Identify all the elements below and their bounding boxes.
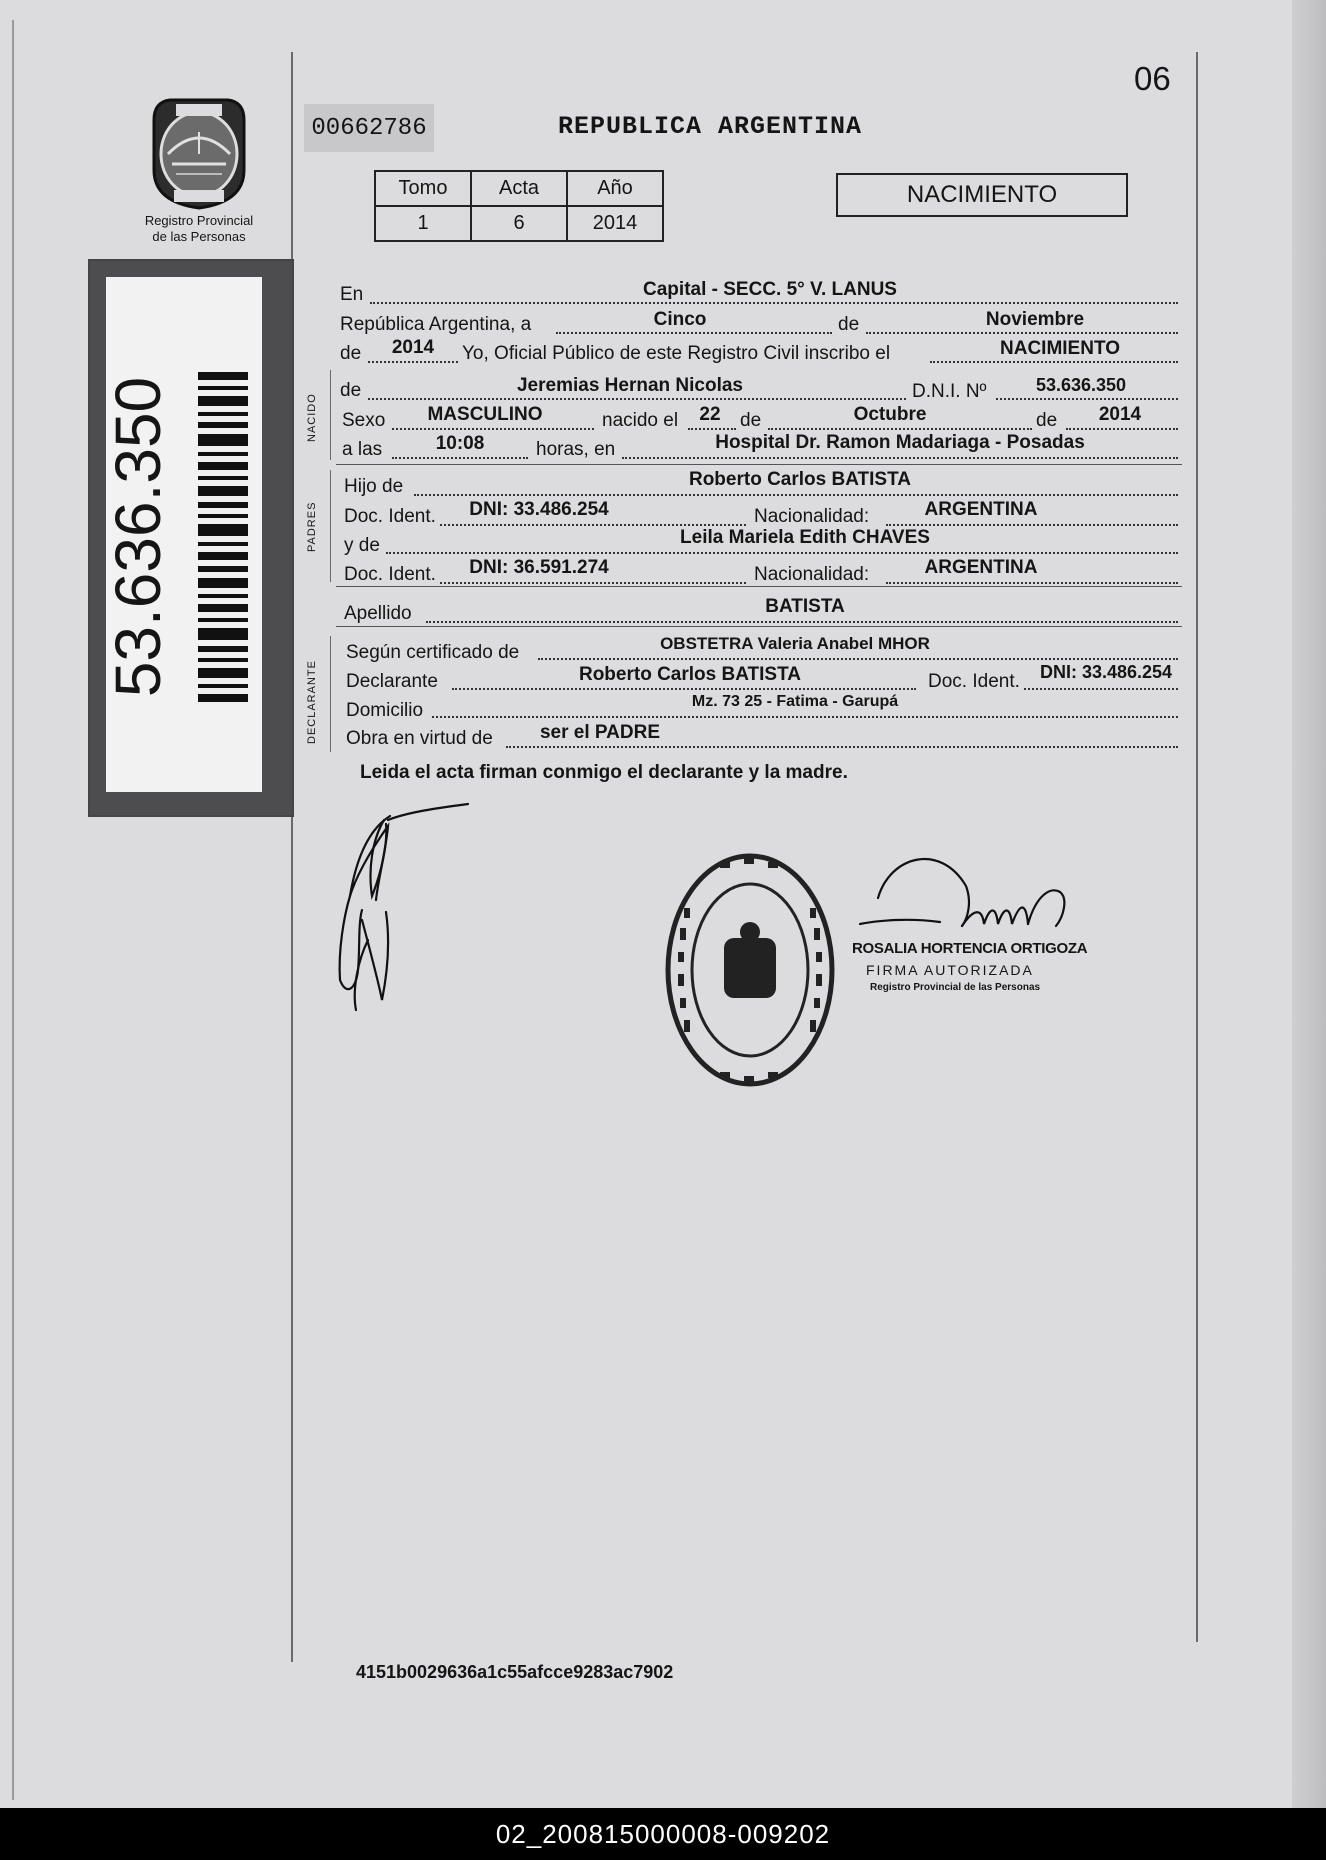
dni-barcode-label bbox=[102, 277, 262, 792]
section-bracket-nacido bbox=[330, 370, 331, 460]
value-address: Mz. 73 25 - Fatima - Garupá bbox=[691, 693, 899, 710]
ref-value-tomo: 1 bbox=[375, 206, 471, 241]
value-father-nat: ARGENTINA bbox=[924, 499, 1038, 520]
dots-mother bbox=[386, 552, 1178, 554]
reference-table bbox=[374, 170, 664, 242]
label-domicilio: Domicilio bbox=[346, 700, 424, 721]
divider-apellido bbox=[336, 626, 1182, 627]
value-year: 2014 bbox=[391, 337, 435, 358]
value-sex: MASCULINO bbox=[427, 404, 543, 425]
value-name: Jeremias Hernan Nicolas bbox=[516, 375, 743, 396]
dots-year bbox=[368, 361, 458, 363]
label-oficial: Yo, Oficial Público de este Registro Civil inscribo el bbox=[462, 343, 891, 364]
registry-label-line1: Registro Provincial bbox=[144, 213, 254, 228]
label-de-birth-year: de bbox=[1036, 410, 1058, 431]
dots-declarant-doc bbox=[1024, 688, 1178, 690]
value-father-doc: DNI: 33.486.254 bbox=[469, 499, 609, 520]
ref-header-tomo: Tomo bbox=[375, 171, 471, 206]
label-doc-ident-2: Doc. Ident. bbox=[344, 564, 436, 585]
dots-declarant bbox=[452, 688, 916, 690]
ref-value-ano: 2014 bbox=[567, 206, 663, 241]
dots-act bbox=[930, 361, 1178, 363]
value-certificate: OBSTETRA Valeria Anabel MHOR bbox=[660, 634, 930, 653]
dots-hospital bbox=[622, 457, 1178, 459]
value-birth-month: Octubre bbox=[853, 404, 927, 425]
label-obra: Obra en virtud de bbox=[346, 728, 493, 749]
value-surname: BATISTA bbox=[765, 596, 845, 617]
side-label-nacido: NACIDO bbox=[306, 393, 318, 442]
label-doc-ident-1: Doc. Ident. bbox=[344, 506, 436, 527]
ref-value-acta: 6 bbox=[471, 206, 567, 241]
value-mother-doc: DNI: 36.591.274 bbox=[469, 557, 609, 578]
label-republica: República Argentina, a bbox=[340, 314, 532, 335]
dots-mother-doc bbox=[440, 582, 746, 584]
right-margin-line bbox=[1196, 52, 1198, 1642]
divider-padres bbox=[336, 586, 1182, 587]
dots-name bbox=[368, 398, 906, 400]
label-segun: Según certificado de bbox=[346, 642, 520, 663]
value-mother-nat: ARGENTINA bbox=[924, 557, 1038, 578]
dots-sex bbox=[392, 428, 594, 430]
value-month: Noviembre bbox=[985, 309, 1085, 330]
side-label-padres: PADRES bbox=[306, 501, 318, 552]
declarant-signature bbox=[328, 800, 478, 1020]
dni-barcode-panel bbox=[88, 259, 294, 817]
label-horas-en: horas, en bbox=[536, 439, 616, 460]
official-signature bbox=[850, 846, 1086, 942]
label-en: En bbox=[340, 284, 364, 305]
country-heading: REPUBLICA ARGENTINA bbox=[558, 112, 863, 141]
label-nacido-el: nacido el bbox=[602, 410, 679, 431]
label-apellido: Apellido bbox=[344, 603, 412, 624]
dots-time bbox=[392, 457, 528, 459]
dots-birth-month bbox=[768, 428, 1032, 430]
label-nacionalidad-1: Nacionalidad: bbox=[754, 506, 870, 527]
official-seal-stamp bbox=[660, 848, 840, 1092]
dni-vertical-number: 53.636.350 bbox=[102, 376, 174, 698]
value-birth-day: 22 bbox=[699, 404, 721, 425]
ref-header-acta: Acta bbox=[471, 171, 567, 206]
dots-place bbox=[370, 302, 1178, 304]
scan-footer-id: 02_200815000008-009202 bbox=[0, 1808, 1326, 1860]
value-place: Capital - SECC. 5° V. LANUS bbox=[643, 279, 897, 300]
dots-birth-day bbox=[688, 428, 736, 430]
value-declarant: Roberto Carlos BATISTA bbox=[578, 664, 802, 685]
registry-label bbox=[116, 213, 282, 245]
ref-header-ano: Año bbox=[567, 171, 663, 206]
section-bracket-padres bbox=[330, 470, 331, 582]
dots-father-nat bbox=[886, 524, 1178, 526]
dots-birth-year bbox=[1066, 428, 1178, 430]
section-bracket-declarante bbox=[330, 636, 331, 752]
dots-father bbox=[414, 494, 1178, 496]
official-title: FIRMA AUTORIZADA bbox=[866, 962, 1034, 978]
label-de-birth-month: de bbox=[740, 410, 762, 431]
official-name: ROSALIA HORTENCIA ORTIGOZA bbox=[852, 940, 1088, 957]
label-de-name: de bbox=[340, 380, 362, 401]
label-declarante: Declarante bbox=[346, 671, 438, 692]
label-sexo: Sexo bbox=[342, 410, 386, 431]
value-hospital: Hospital Dr. Ramon Madariaga - Posadas bbox=[715, 432, 1085, 453]
label-nacionalidad-2: Nacionalidad: bbox=[754, 564, 870, 585]
value-capacity: ser el PADRE bbox=[539, 722, 661, 743]
dots-dni bbox=[996, 398, 1178, 400]
dots-certificate bbox=[538, 658, 1178, 660]
value-time: 10:08 bbox=[435, 433, 485, 454]
record-type-box: NACIMIENTO bbox=[836, 173, 1128, 217]
label-doc-ident-3: Doc. Ident. bbox=[928, 671, 1020, 692]
dots-month bbox=[866, 332, 1178, 334]
value-act: NACIMIENTO bbox=[1000, 338, 1120, 359]
label-dni-no: D.N.I. Nº bbox=[912, 381, 987, 402]
dots-mother-nat bbox=[886, 582, 1178, 584]
dots-capacity bbox=[506, 746, 1178, 748]
value-day: Cinco bbox=[653, 309, 707, 330]
label-de-year: de bbox=[340, 343, 362, 364]
barcode-image bbox=[198, 372, 248, 702]
value-dni: 53.636.350 bbox=[1035, 375, 1127, 395]
closing-statement: Leida el acta firman conmigo el declarante y la madre. bbox=[360, 762, 848, 783]
dots-day bbox=[556, 332, 832, 334]
registry-label-line2: de las Personas bbox=[152, 229, 246, 244]
dots-father-doc bbox=[440, 524, 746, 526]
value-declarant-doc: DNI: 33.486.254 bbox=[1039, 662, 1173, 682]
dots-surname bbox=[426, 621, 1178, 623]
value-mother: Leila Mariela Edith CHAVES bbox=[680, 527, 930, 548]
serial-number: 00662786 bbox=[304, 104, 434, 152]
label-y-de: y de bbox=[344, 535, 380, 556]
document-hash: 4151b0029636a1c55afcce9283ac7902 bbox=[356, 1662, 674, 1682]
official-office: Registro Provincial de las Personas bbox=[870, 982, 1041, 993]
label-a-las: a las bbox=[342, 439, 383, 460]
label-hijo-de: Hijo de bbox=[344, 476, 404, 497]
value-father: Roberto Carlos BATISTA bbox=[688, 469, 912, 490]
provincial-crest-logo bbox=[140, 92, 258, 212]
side-label-declarante: DECLARANTE bbox=[306, 660, 318, 744]
label-de-month: de bbox=[838, 314, 860, 335]
page-edge-shadow bbox=[1292, 0, 1326, 1808]
page-number: 06 bbox=[1134, 60, 1171, 97]
dots-address bbox=[432, 716, 1178, 718]
value-birth-year: 2014 bbox=[1098, 404, 1142, 425]
divider-nacido bbox=[336, 464, 1182, 465]
page-left-border bbox=[12, 20, 14, 1800]
